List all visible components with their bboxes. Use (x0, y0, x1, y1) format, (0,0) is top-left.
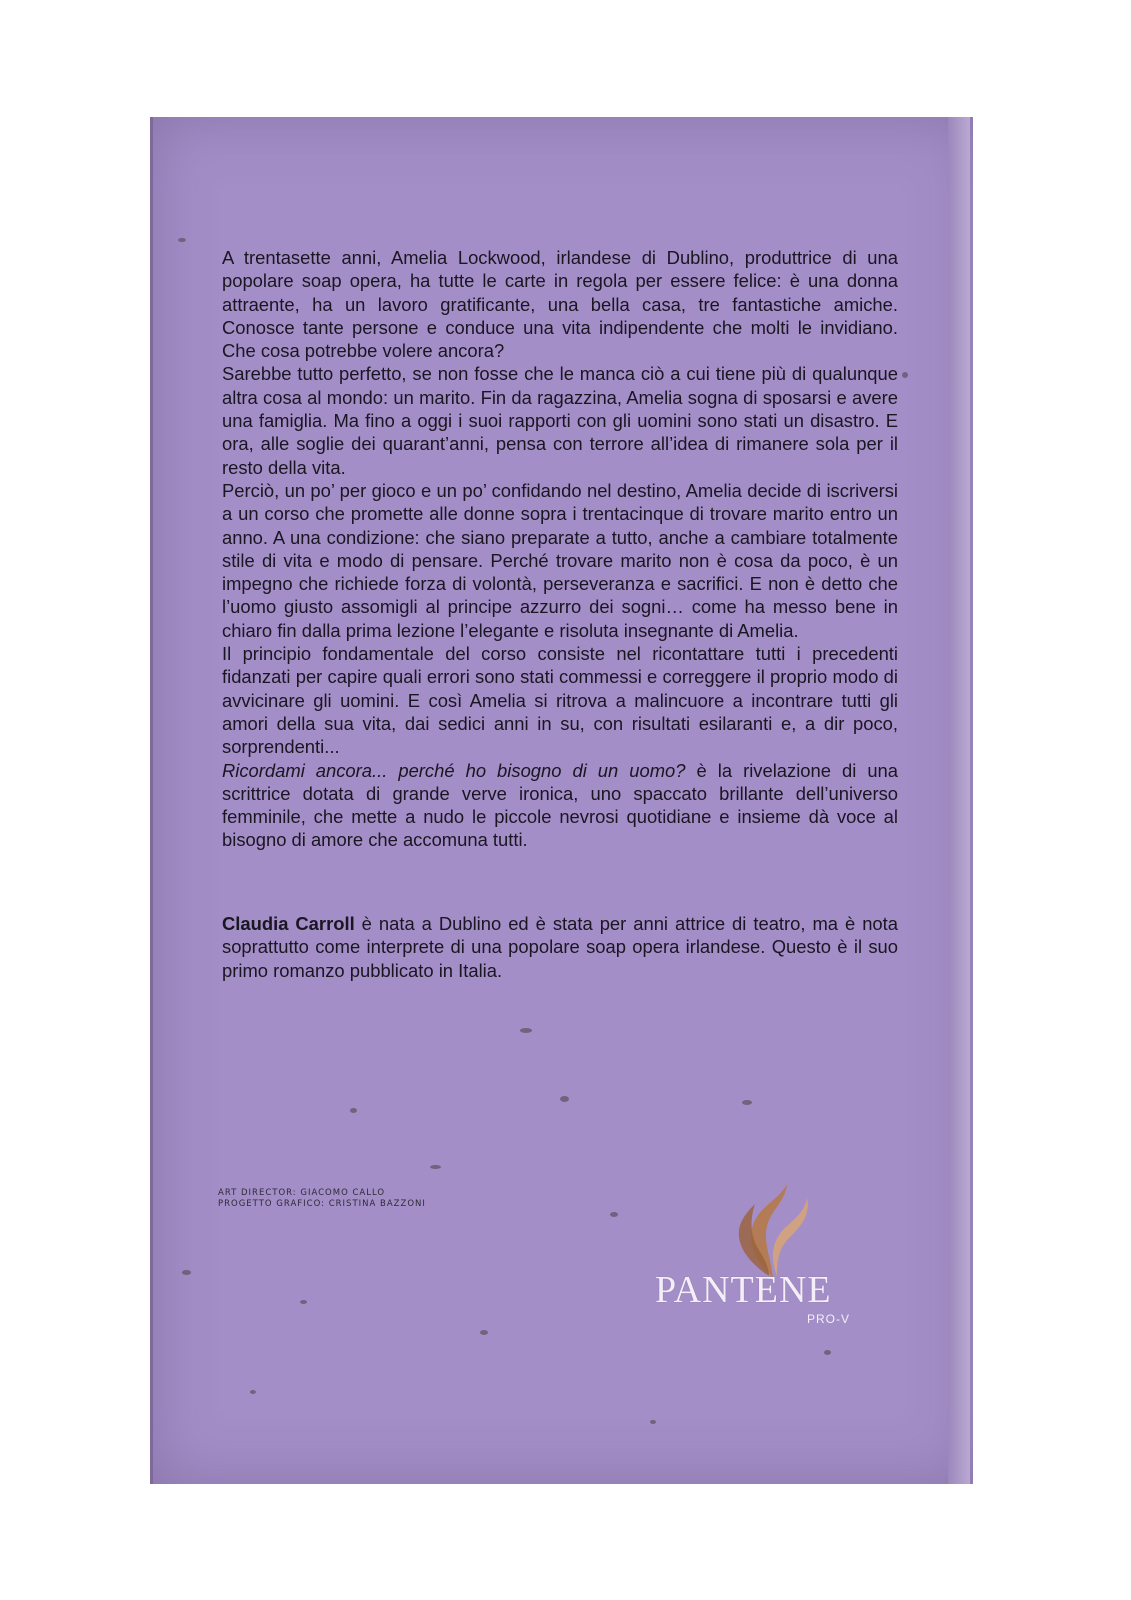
pantene-logo (655, 1180, 885, 1330)
speck (480, 1330, 488, 1335)
speck (824, 1350, 831, 1355)
blurb-paragraph-3: Perciò, un po’ per gioco e un po’ confidando nel destino, Amelia decide di iscriversi a un corso che promette alle donne sopra i trentacinque di trovare marito entro un anno. A una condizione: che siano preparate a tutto, anche a cambiare totalmente stile di vita e modo di pensare. Perché trovare marito non è cosa da poco, è un impegno che richiede forza di volontà, perseveranza e sacrifici. E non è detto che l’uomo giusto assomigli al principe azzurro dei sogni… come ha messo bene in chiaro fin dalla prima lezione l’elegante e risoluta insegnante di Amelia. (222, 479, 898, 641)
speck (182, 1270, 191, 1275)
book-spine-edge (948, 117, 970, 1484)
author-name: Claudia Carroll (222, 913, 355, 934)
speck (300, 1300, 307, 1304)
speck (430, 1165, 441, 1169)
blurb-paragraph-5 (222, 759, 898, 852)
author-bio-text: è nata a Dublino ed è stata per anni attrice di teatro, ma è nota soprattutto come interprete di una popolare soap opera irlandese. Questo è il suo primo romanzo pubblicato in Italia. (222, 913, 899, 981)
art-director-credit: ART DIRECTOR: GIACOMO CALLO (218, 1188, 386, 1198)
speck (650, 1420, 656, 1424)
speck (250, 1390, 256, 1394)
swirl-logo-icon (725, 1180, 815, 1280)
blurb-paragraph-1: A trentasette anni, Amelia Lockwood, irlandese di Dublino, produttrice di una popolare soap opera, ha tutte le carte in regola per essere felice: è una donna attraente, ha un lavoro gratificante, una bella casa, tre fantastiche amiche. Conosce tante persone e conduce una vita indipendente che molti le invidiano. Che cosa potrebbe volere ancora? (222, 247, 898, 362)
speck (520, 1028, 532, 1033)
blurb-paragraph-4: Il principio fondamentale del corso consiste nel ricontattare tutti i precedenti fidanzati per capire quali errori sono stati commessi e correggere il proprio modo di avvicinare gli uomini. E così Amelia si ritrova a malincuore a incontrare tutti gli amori della sua vita, dai sedici anni in su, con risultati esilaranti e, a dir poco, sorprendenti... (222, 643, 898, 758)
blurb-paragraph-5-text: è la rivelazione di una scrittrice dotata di grande verve ironica, uno spaccato brillante dell’universo femminile, che mette a nudo le piccole nevrosi quotidiane e insieme dà voce al bisogno di amore che accomuna tutti. (222, 759, 899, 851)
speck (902, 372, 908, 378)
graphic-design-credit: PROGETTO GRAFICO: CRISTINA BAZZONI (218, 1199, 426, 1209)
pantene-subline: PRO-V (807, 1312, 851, 1326)
speck (178, 238, 186, 242)
book-title: Ricordami ancora... perché ho bisogno di un uomo? (222, 759, 686, 781)
speck (742, 1100, 752, 1105)
speck (610, 1212, 618, 1217)
speck (350, 1108, 357, 1113)
blurb-paragraph-2: Sarebbe tutto perfetto, se non fosse che le manca ciò a cui tiene più di qualunque altra cosa al mondo: un marito. Fin da ragazzina, Amelia sogna di sposarsi e avere una famiglia. Ma fino a oggi i suoi rapporti con gli uomini sono stati un disastro. E ora, alle soglie dei quarant’anni, pensa con terrore all’idea di rimanere sola per il resto della vita. (222, 363, 898, 478)
author-bio (222, 912, 898, 982)
credits (218, 1188, 426, 1210)
speck (560, 1096, 569, 1102)
blurb (222, 246, 898, 852)
pantene-wordmark: PANTENE (655, 1269, 832, 1311)
